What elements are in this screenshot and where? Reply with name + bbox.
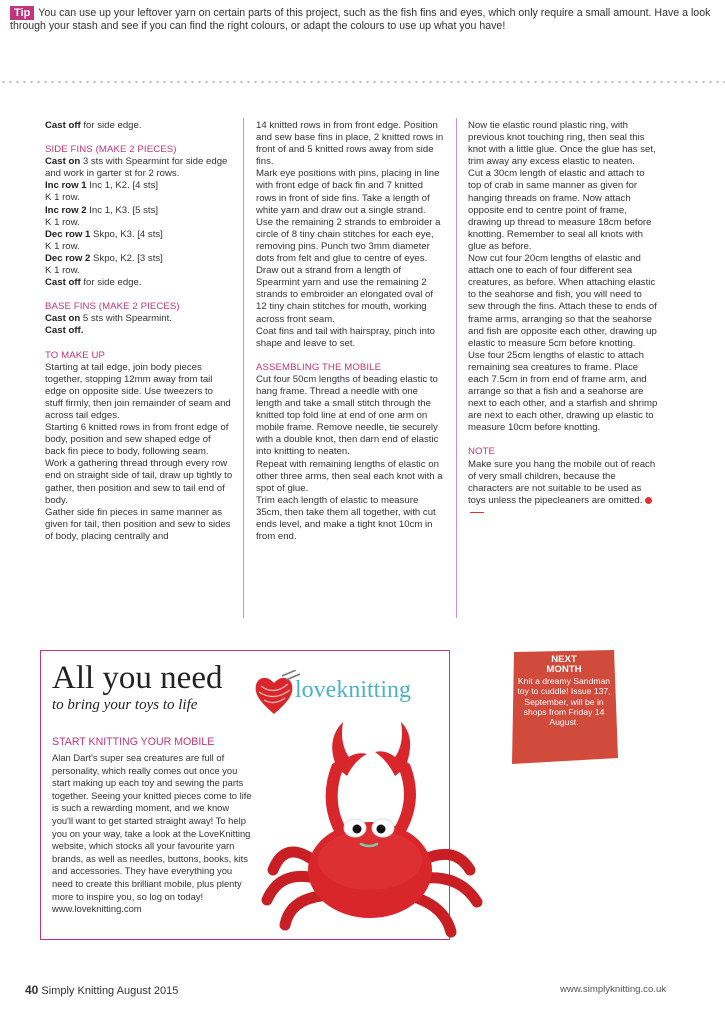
tip-badge: Tip (10, 6, 34, 20)
end-mark-icon (645, 497, 652, 504)
footer-url: www.simplyknitting.co.uk (560, 984, 667, 995)
crab-toy-image (255, 720, 485, 950)
column-1: Cast off for side edge. SIDE FINS (MAKE 2 PIECES) Cast on 3 sts with Spearmint for side edge and work in garter st for 2 rows. Inc row 1 Inc 1, K2. [4 sts] K 1 row. Inc row 2 Inc 1, K3. [5 sts] K 1 row. Dec row 1 Skpo, K3. [4 sts] K 1 row. Dec row 2 Skpo, K2. [3 sts] K 1 row. Cast off for side edge. BASE FINS (MAKE 2 PIECES) Cast on 5 sts with Spearmint. Cast off. TO MAKE UP Starting at tail edge, join body pieces together, stopping 12mm away from tail edge on opposite side. Use tweezers to stuff firmly, then join remainder of seam and across tail edges. Starting 6 knitted rows in from front edge of body, position and sew shaped edge of back fin piece to body, following seam. Work a gathering thread through every row end on straight side of tail, draw up tightly to gather, then position and sew to tail end of body. Gather side fin pieces in same manner as given for tail, then position and sew to sides of body, placing centrally and (45, 120, 233, 542)
footer-left (25, 983, 178, 997)
next-month-text: NEXT MONTH Knit a dreamy Sandman toy to cuddle! Issue 137, September, will be in shops from Friday 14 August. (517, 654, 611, 728)
column-rule (456, 118, 457, 618)
column-rule (243, 118, 244, 618)
column-2: 14 knitted rows in from front edge. Position and sew base fins in place, 2 knitted rows in front of and 5 knitted rows away from side fins. Mark eye positions with pins, placing in line with front edge of back fin and 7 knitted rows in front of side fins. Take a length of white yarn and draw out a single strand. Use the remaining 2 strands to embroider a circle of 8 tiny chain stitches for each eye, removing pins. Punch two 3mm diameter dots from felt and glue to centre of eyes. Draw out a strand from a length of Spearmint yarn and use the remaining 2 strands to embroider an elongated oval of 12 tiny chain stitches for mouth, working across front seam. Coat fins and tail with hairspray, pinch into shape and leave to set. ASSEMBLING THE MOBILE Cut four 50cm lengths of beading elastic to hang frame. Thread a needle with one length and take a small stitch through the knitted top fold line at end of one arm on mobile frame. Remove needle, tie securely with a double knot, then darn end of elastic into knitting to neaten. Repeat with remaining lengths of elastic on other three arms, then seal each knot with a spot of glue. Trim each length of elastic to measure 35cm, then take them all together, with cut ends level, and make a tight knot 10cm in from end. (256, 120, 444, 543)
dotted-divider (0, 80, 725, 84)
section-heading-assembling: ASSEMBLING THE MOBILE (256, 361, 382, 373)
section-heading-base-fins: BASE FINS (MAKE 2 PIECES) (45, 301, 180, 313)
magazine-issue: Simply Knitting August 2015 (41, 985, 179, 997)
tip-text: You can use up your leftover yarn on certain parts of this project, such as the fish fins and eyes, which only require a small amount. Have a look through your stash and see if you can find the right colours, or adapt the colours to use up what you have! (10, 7, 711, 32)
tip-banner (10, 6, 715, 33)
loveknitting-logo: loveknitting (295, 677, 411, 703)
section-heading-make-up: TO MAKE UP (45, 349, 105, 361)
page-number: 40 (25, 983, 39, 997)
box-title: All you need (52, 660, 223, 696)
section-heading-note: NOTE (468, 446, 496, 458)
box-heading: START KNITTING YOUR MOBILE (52, 736, 215, 748)
box-subtitle: to bring your toys to life (52, 697, 198, 713)
section-heading-side-fins: SIDE FINS (MAKE 2 PIECES) (45, 144, 177, 156)
box-body-text: Alan Dart's super sea creatures are full of personality, which really comes out once you start making up each toy and sewing the parts together. Seeing your knitted pieces come to life is such a rewarding moment, and we know you'll want to get started straight away! To help you on your way, take a look at the LoveKnitting website, which stocks all your favourite yarn brands, as well as needles, buttons, books, kits and accessories. They have everything you need to create this brilliant mobile, plus plenty more to inspire you, so log on today! www.loveknitting.com (52, 752, 252, 915)
column-3: Now tie elastic round plastic ring, with previous knot touching ring, then seal this knot with a little glue. Once the glue has set, trim away any excess elastic to neaten. Cut a 30cm length of elastic and attach to top of crab in same manner as given for hanging threads on frame. Now attach opposite end to centre point of frame, drawing up thread to measure 18cm before knotting. Remember to seal all knots with glue as before. Now cut four 20cm lengths of elastic and attach one to each of four different sea creatures, as before. When attaching elastic to the seahorse and fish, you will need to sew through the fins. Attach these to ends of frame arms, arranging so that the seahorse and fish are opposite each other, drawing up elastic to measure 5cm before knotting. Use four 25cm lengths of elastic to attach remaining sea creatures to frame. Place each 7.5cm in from end of frame arm, and arrange so that a fish and a seahorse are next to each other, and a starfish and shrimp are next to each other, drawing up elastic to measure 10cm before knotting. NOTE Make sure you hang the mobile out of reach of very small children, because the characters are not suitable to be used as toys unless the pipecleaners are omitted. (468, 120, 658, 519)
